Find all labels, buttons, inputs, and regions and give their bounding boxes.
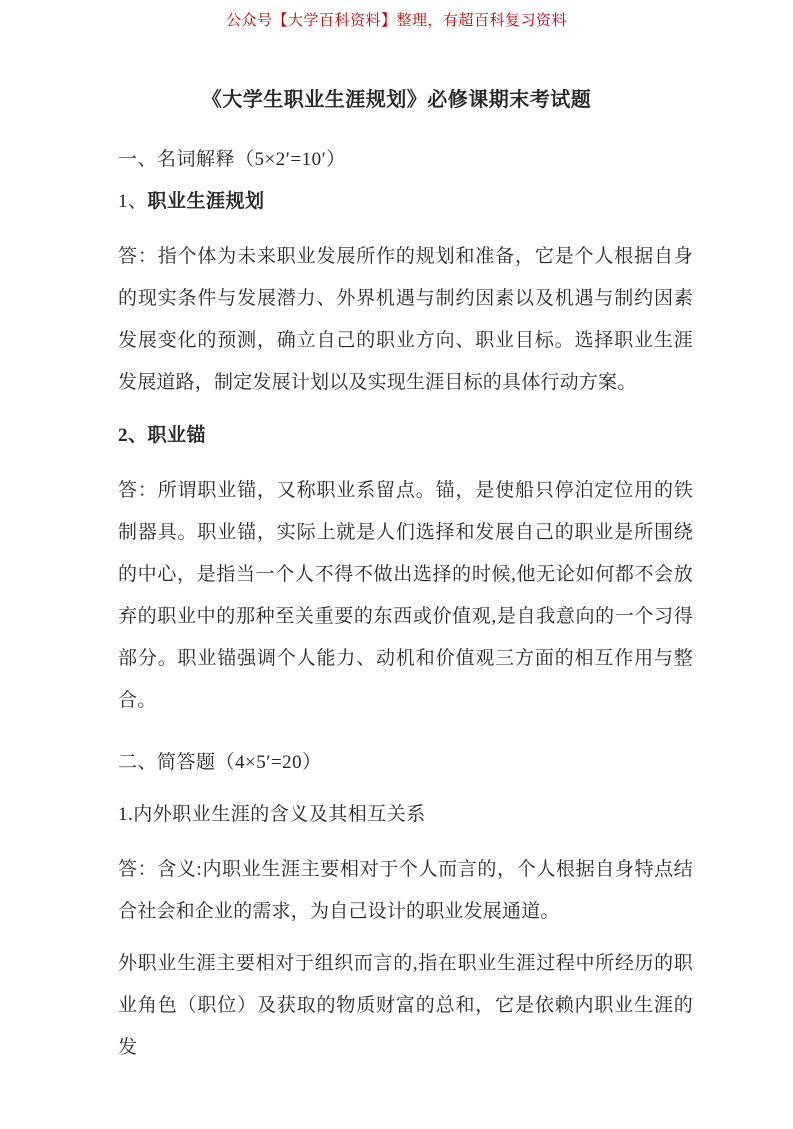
term-number: 2、 [118, 425, 148, 446]
term-label: 职业生涯规划 [147, 191, 265, 212]
answer-paragraph: 外职业生涯主要相对于组织而言的,指在职业生涯过程中所经历的职业角色（职位）及获取的物质财富的总和，它是依赖内职业生涯的发 [118, 953, 693, 1058]
answer-paragraph: 答：指个体为未来职业发展所作的规划和准备，它是个人根据自身的现实条件与发展潜力、外界机遇与制约因素以及机遇与制约因素发展变化的预测，确立自己的职业方向、职业目标。选择职业生涯发展道路，制定发展计划以及实现生涯目标的具体行动方案。 [118, 246, 693, 393]
question-label: 1.内外职业生涯的含义及其相互关系 [118, 804, 426, 825]
term-item-2 [118, 422, 693, 449]
header-note: 公众号【大学百科资料】整理，有超百科复习资料 [225, 13, 567, 29]
term-number: 1、 [118, 191, 148, 212]
term-item-1 [118, 188, 693, 215]
document-body [0, 147, 793, 1129]
answer-paragraph: 答：所谓职业锚，又称职业系留点。锚，是使船只停泊定位用的铁制器具。职业锚，实际上就是人们选择和发展自己的职业是所围绕的中心，是指当一个人不得不做出选择的时候,他无论如何都不会放弃的职业中的那种至关重要的东西或价值观,是自我意向的一个习得部分。职业锚强调个人能力、动机和价值观三方面的相互作用与整合。 [118, 480, 693, 711]
section-heading-definitions: 一、名词解释（5×2′=10′） [118, 149, 346, 170]
term-label: 职业锚 [147, 425, 207, 446]
section-heading-short-answer: 二、简答题（4×5′=20） [118, 752, 322, 773]
answer-paragraph: 答：含义:内职业生涯主要相对于个人而言的，个人根据自身特点结合社会和企业的需求，为自己设计的职业发展通道。 [118, 859, 693, 922]
page-title: 《大学生职业生涯规划》必修课期末考试题 [201, 89, 592, 111]
